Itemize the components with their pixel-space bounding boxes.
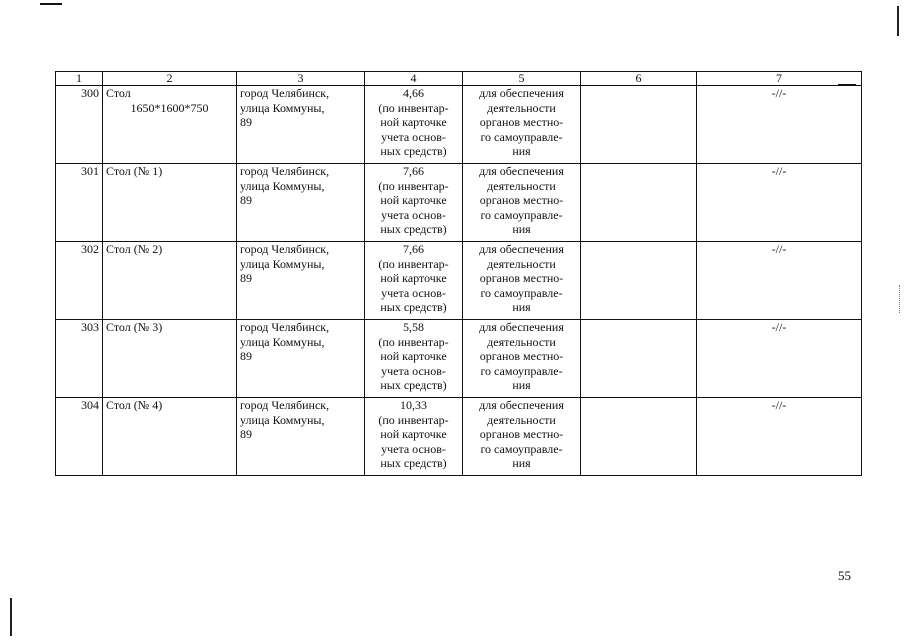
column-header-4: 4 (365, 72, 463, 86)
item-number-cell: 301 (56, 164, 103, 242)
cell-line: ных средств) (380, 300, 447, 315)
scan-mark-right (897, 6, 899, 36)
purpose-cell (463, 320, 581, 398)
item-number-cell: 302 (56, 242, 103, 320)
cell-line: ной карточке (380, 115, 447, 130)
cell-line: 7,66 (403, 242, 424, 256)
table-row (56, 86, 862, 164)
value-cell (365, 86, 463, 164)
address-cell (237, 398, 365, 476)
column-number-row (56, 72, 862, 86)
cell-line: учета основ- (381, 363, 446, 378)
purpose-cell (463, 86, 581, 164)
column-header-5: 5 (463, 72, 581, 86)
purpose-cell (463, 242, 581, 320)
cell-line: 89 (240, 427, 252, 442)
address-cell (237, 86, 365, 164)
cell-line: Стол (№ 1) (106, 164, 163, 178)
column-6-cell (581, 86, 697, 164)
cell-line: деятельности (487, 178, 556, 193)
cell-line: органов местно- (479, 193, 564, 208)
cell-line: 7,66 (403, 164, 424, 178)
cell-line: го самоуправле- (480, 129, 563, 144)
cell-line: Стол (№ 3) (106, 320, 163, 334)
column-7-cell: -//- (697, 242, 862, 320)
cell-line: для обеспечения (479, 86, 564, 100)
cell-line: ной карточке (380, 271, 447, 286)
cell-line: органов местно- (479, 349, 564, 364)
cell-line: ной карточке (380, 349, 447, 364)
item-number-cell: 304 (56, 398, 103, 476)
cell-line: улица Коммуны, (240, 100, 325, 115)
cell-line: город Челябинск, (240, 86, 330, 100)
column-7-cell: -//- (697, 398, 862, 476)
column-6-cell (581, 242, 697, 320)
cell-line: 89 (240, 115, 252, 130)
item-number-cell: 300 (56, 86, 103, 164)
cell-line: 89 (240, 193, 252, 208)
address-cell (237, 164, 365, 242)
value-cell (365, 242, 463, 320)
cell-line: го самоуправле- (480, 441, 563, 456)
cell-line: 10,33 (400, 398, 427, 412)
address-cell (237, 320, 365, 398)
cell-line: 4,66 (403, 86, 424, 100)
table-body (56, 86, 862, 476)
cell-line: го самоуправле- (480, 285, 563, 300)
cell-line: (по инвентар- (378, 412, 449, 427)
table-row (56, 398, 862, 476)
cell-line: Стол (106, 86, 131, 100)
cell-line: ния (512, 144, 531, 159)
table-row (56, 164, 862, 242)
table-row (56, 242, 862, 320)
cell-line: го самоуправле- (480, 207, 563, 222)
cell-line: деятельности (487, 100, 556, 115)
column-6-cell (581, 320, 697, 398)
cell-line: учета основ- (381, 441, 446, 456)
cell-line: ния (512, 300, 531, 315)
cell-line: для обеспечения (479, 320, 564, 334)
scan-mark-top (40, 3, 62, 5)
column-header-7: 7 (697, 72, 862, 86)
item-name-cell (103, 398, 237, 476)
cell-line: улица Коммуны, (240, 256, 325, 271)
cell-line: город Челябинск, (240, 242, 330, 256)
table-row (56, 320, 862, 398)
value-cell (365, 164, 463, 242)
cell-line: для обеспечения (479, 398, 564, 412)
cell-line: 5,58 (403, 320, 424, 334)
cell-line: ной карточке (380, 427, 447, 442)
cell-line: 89 (240, 271, 252, 286)
cell-line: 89 (240, 349, 252, 364)
column-header-1: 1 (56, 72, 103, 86)
cell-line: ной карточке (380, 193, 447, 208)
column-header-3: 3 (237, 72, 365, 86)
item-name-cell (103, 86, 237, 164)
cell-line: учета основ- (381, 207, 446, 222)
item-name-cell (103, 164, 237, 242)
cell-line: деятельности (487, 334, 556, 349)
item-number-cell: 303 (56, 320, 103, 398)
scan-mark-left (10, 598, 12, 636)
cell-line: (по инвентар- (378, 100, 449, 115)
cell-line: Стол (№ 4) (106, 398, 163, 412)
cell-line: ных средств) (380, 378, 447, 393)
cell-line: для обеспечения (479, 164, 564, 178)
value-cell (365, 398, 463, 476)
scan-mark-dots (899, 285, 901, 313)
cell-line: город Челябинск, (240, 164, 330, 178)
cell-line: Стол (№ 2) (106, 242, 163, 256)
cell-line: деятельности (487, 412, 556, 427)
column-7-cell: -//- (697, 164, 862, 242)
column-6-cell (581, 398, 697, 476)
column-7-cell: -//- (697, 320, 862, 398)
cell-line: органов местно- (479, 115, 564, 130)
property-register-table (55, 71, 862, 476)
column-6-cell (581, 164, 697, 242)
cell-line: улица Коммуны, (240, 334, 325, 349)
cell-line: ных средств) (380, 222, 447, 237)
address-cell (237, 242, 365, 320)
purpose-cell (463, 164, 581, 242)
item-name-cell (103, 242, 237, 320)
cell-line: учета основ- (381, 285, 446, 300)
cell-line: ных средств) (380, 144, 447, 159)
cell-line: ных средств) (380, 456, 447, 471)
cell-line: улица Коммуны, (240, 178, 325, 193)
page-number: 55 (838, 568, 851, 583)
cell-line: город Челябинск, (240, 398, 330, 412)
cell-line: (по инвентар- (378, 256, 449, 271)
cell-line: ния (512, 222, 531, 237)
cell-line: (по инвентар- (378, 334, 449, 349)
value-cell (365, 320, 463, 398)
cell-line: учета основ- (381, 129, 446, 144)
column-header-2: 2 (103, 72, 237, 86)
purpose-cell (463, 398, 581, 476)
cell-line: город Челябинск, (240, 320, 330, 334)
cell-line: 1650*1600*750 (130, 100, 209, 115)
cell-line: ния (512, 378, 531, 393)
column-7-cell: -//- (697, 86, 862, 164)
cell-line: органов местно- (479, 427, 564, 442)
cell-line: го самоуправле- (480, 363, 563, 378)
cell-line: деятельности (487, 256, 556, 271)
cell-line: улица Коммуны, (240, 412, 325, 427)
cell-line: ния (512, 456, 531, 471)
column-header-6: 6 (581, 72, 697, 86)
cell-line: органов местно- (479, 271, 564, 286)
item-name-cell (103, 320, 237, 398)
cell-line: (по инвентар- (378, 178, 449, 193)
cell-line: для обеспечения (479, 242, 564, 256)
